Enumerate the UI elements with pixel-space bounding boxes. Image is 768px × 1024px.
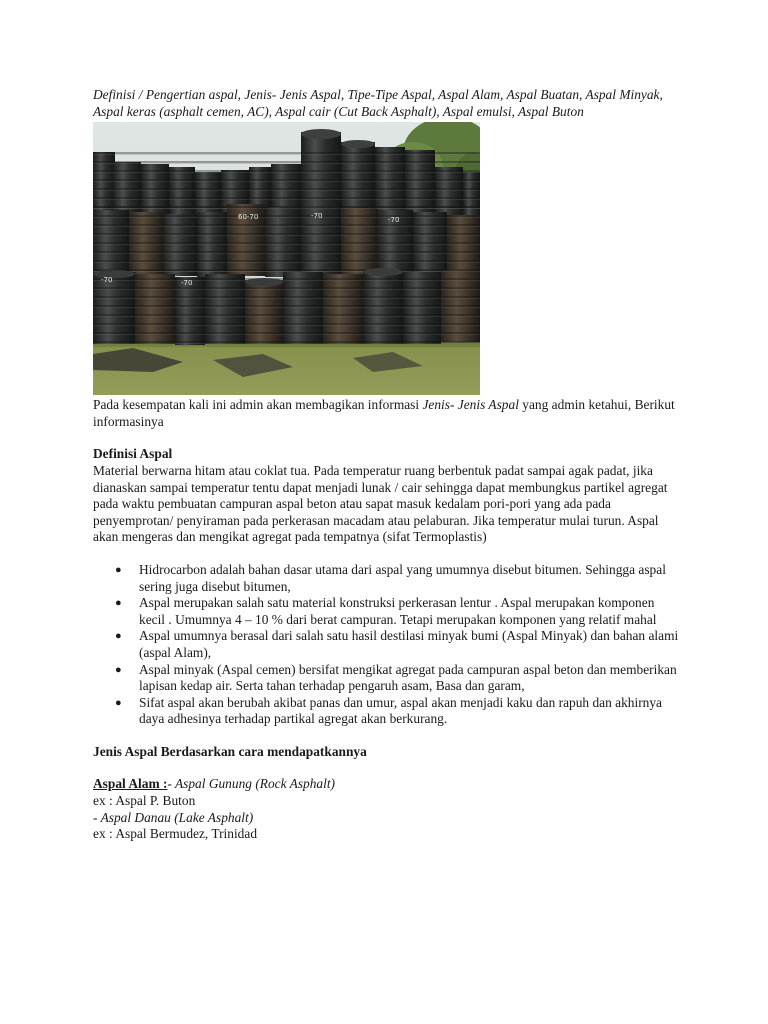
aspal-alam-label: Aspal Alam : — [93, 776, 168, 792]
list-item — [93, 595, 683, 628]
definisi-body: Material berwarna hitam atau coklat tua. Pada temperatur ruang berbentuk padat sampai agak padat, jika dianaskan sampai temperatur tentu dapat menjadi lunak / cair sehingga dapat membungkus partikel agregat pada waktu pembuatan campuran aspal beton atau sapat masuk kedalam pori-pori yang ada pada penyemprotan/ penyiraman pada perkerasan macadam atau pelaburan. Jika temperatur mulai turun. Aspal akan mengeras dan mengikat agregat pada tempatnya (sifat Termoplastis) — [93, 462, 668, 545]
list-item-text: Aspal minyak (Aspal cemen) bersifat mengikat agregat pada campuran aspal beton dan memberikan lapisan kedap air. Serta tahan terhadap pengaruh asam, Basa dan garam, — [139, 661, 677, 694]
example-2: ex : Aspal Bermudez, Trinidad — [93, 826, 258, 842]
bullet-icon: ● — [115, 663, 122, 676]
bullet-icon: ● — [115, 630, 122, 643]
bullet-icon: ● — [115, 696, 122, 709]
definisi-heading: Definisi Aspal — [93, 446, 173, 462]
list-item-text: Hidrocarbon adalah bahan dasar utama dari aspal yang umumnya disebut bitumen. Sehingga aspal sering juga disebut bitumen, — [139, 561, 666, 594]
svg-text:-70: -70 — [181, 279, 193, 288]
lead-before: Pada kesempatan kali ini admin akan membagikan informasi — [93, 397, 423, 413]
list-item — [93, 695, 683, 728]
asphalt-drums-photo — [93, 122, 480, 395]
aspal-danau-text: - Aspal Danau (Lake Asphalt) — [93, 809, 254, 825]
svg-text:60-70: 60-70 — [238, 213, 259, 222]
jenis-heading: Jenis Aspal Berdasarkan cara mendapatkannya — [93, 743, 367, 759]
bullet-list — [93, 562, 683, 728]
list-item — [93, 628, 683, 661]
intro-text: Definisi / Pengertian aspal, Jenis- Jenis Aspal, Tipe-Tipe Aspal, Aspal Alam, Aspal Buatan, Aspal Minyak, Aspal keras (asphalt cemen, AC), Aspal cair (Cut Back Asphalt), Aspal emulsi, Aspal Buton — [93, 87, 663, 119]
svg-text:-70: -70 — [311, 212, 323, 221]
lead-after: yang admin ketahui, Berikut informasinya — [93, 397, 675, 429]
list-item-text: Aspal merupakan salah satu material konstruksi perkerasan lentur . Aspal merupakan komponen kecil . Umumnya 4 – 10 % dari berat campuran. Tetapi merupakan komponen yang relatif mahal — [139, 595, 657, 627]
list-item-text: Sifat aspal akan berubah akibat panas dan umur, aspal akan menjadi kaku dan rapuh dan akhirnya daya adhesinya terhadap partikal agregat akan berkurang. — [139, 694, 662, 727]
document-page — [93, 87, 683, 843]
list-item-text: Aspal umumnya berasal dari salah satu hasil destilasi minyak bumi (Aspal Minyak) dan bahan alami (aspal Alam), — [139, 628, 679, 660]
aspal-gunung-text: - Aspal Gunung (Rock Asphalt) — [167, 776, 336, 792]
aspal-alam-line — [93, 776, 683, 793]
photo-svg — [93, 122, 480, 395]
lead-paragraph — [93, 397, 683, 430]
svg-text:-70: -70 — [388, 216, 400, 225]
svg-text:-70: -70 — [101, 276, 113, 285]
lead-emphasis: Jenis- Jenis Aspal — [422, 397, 519, 413]
list-item — [93, 562, 683, 595]
bullet-icon: ● — [115, 597, 122, 610]
example-1: ex : Aspal P. Buton — [93, 793, 196, 809]
list-item — [93, 662, 683, 695]
bullet-icon: ● — [115, 563, 122, 576]
